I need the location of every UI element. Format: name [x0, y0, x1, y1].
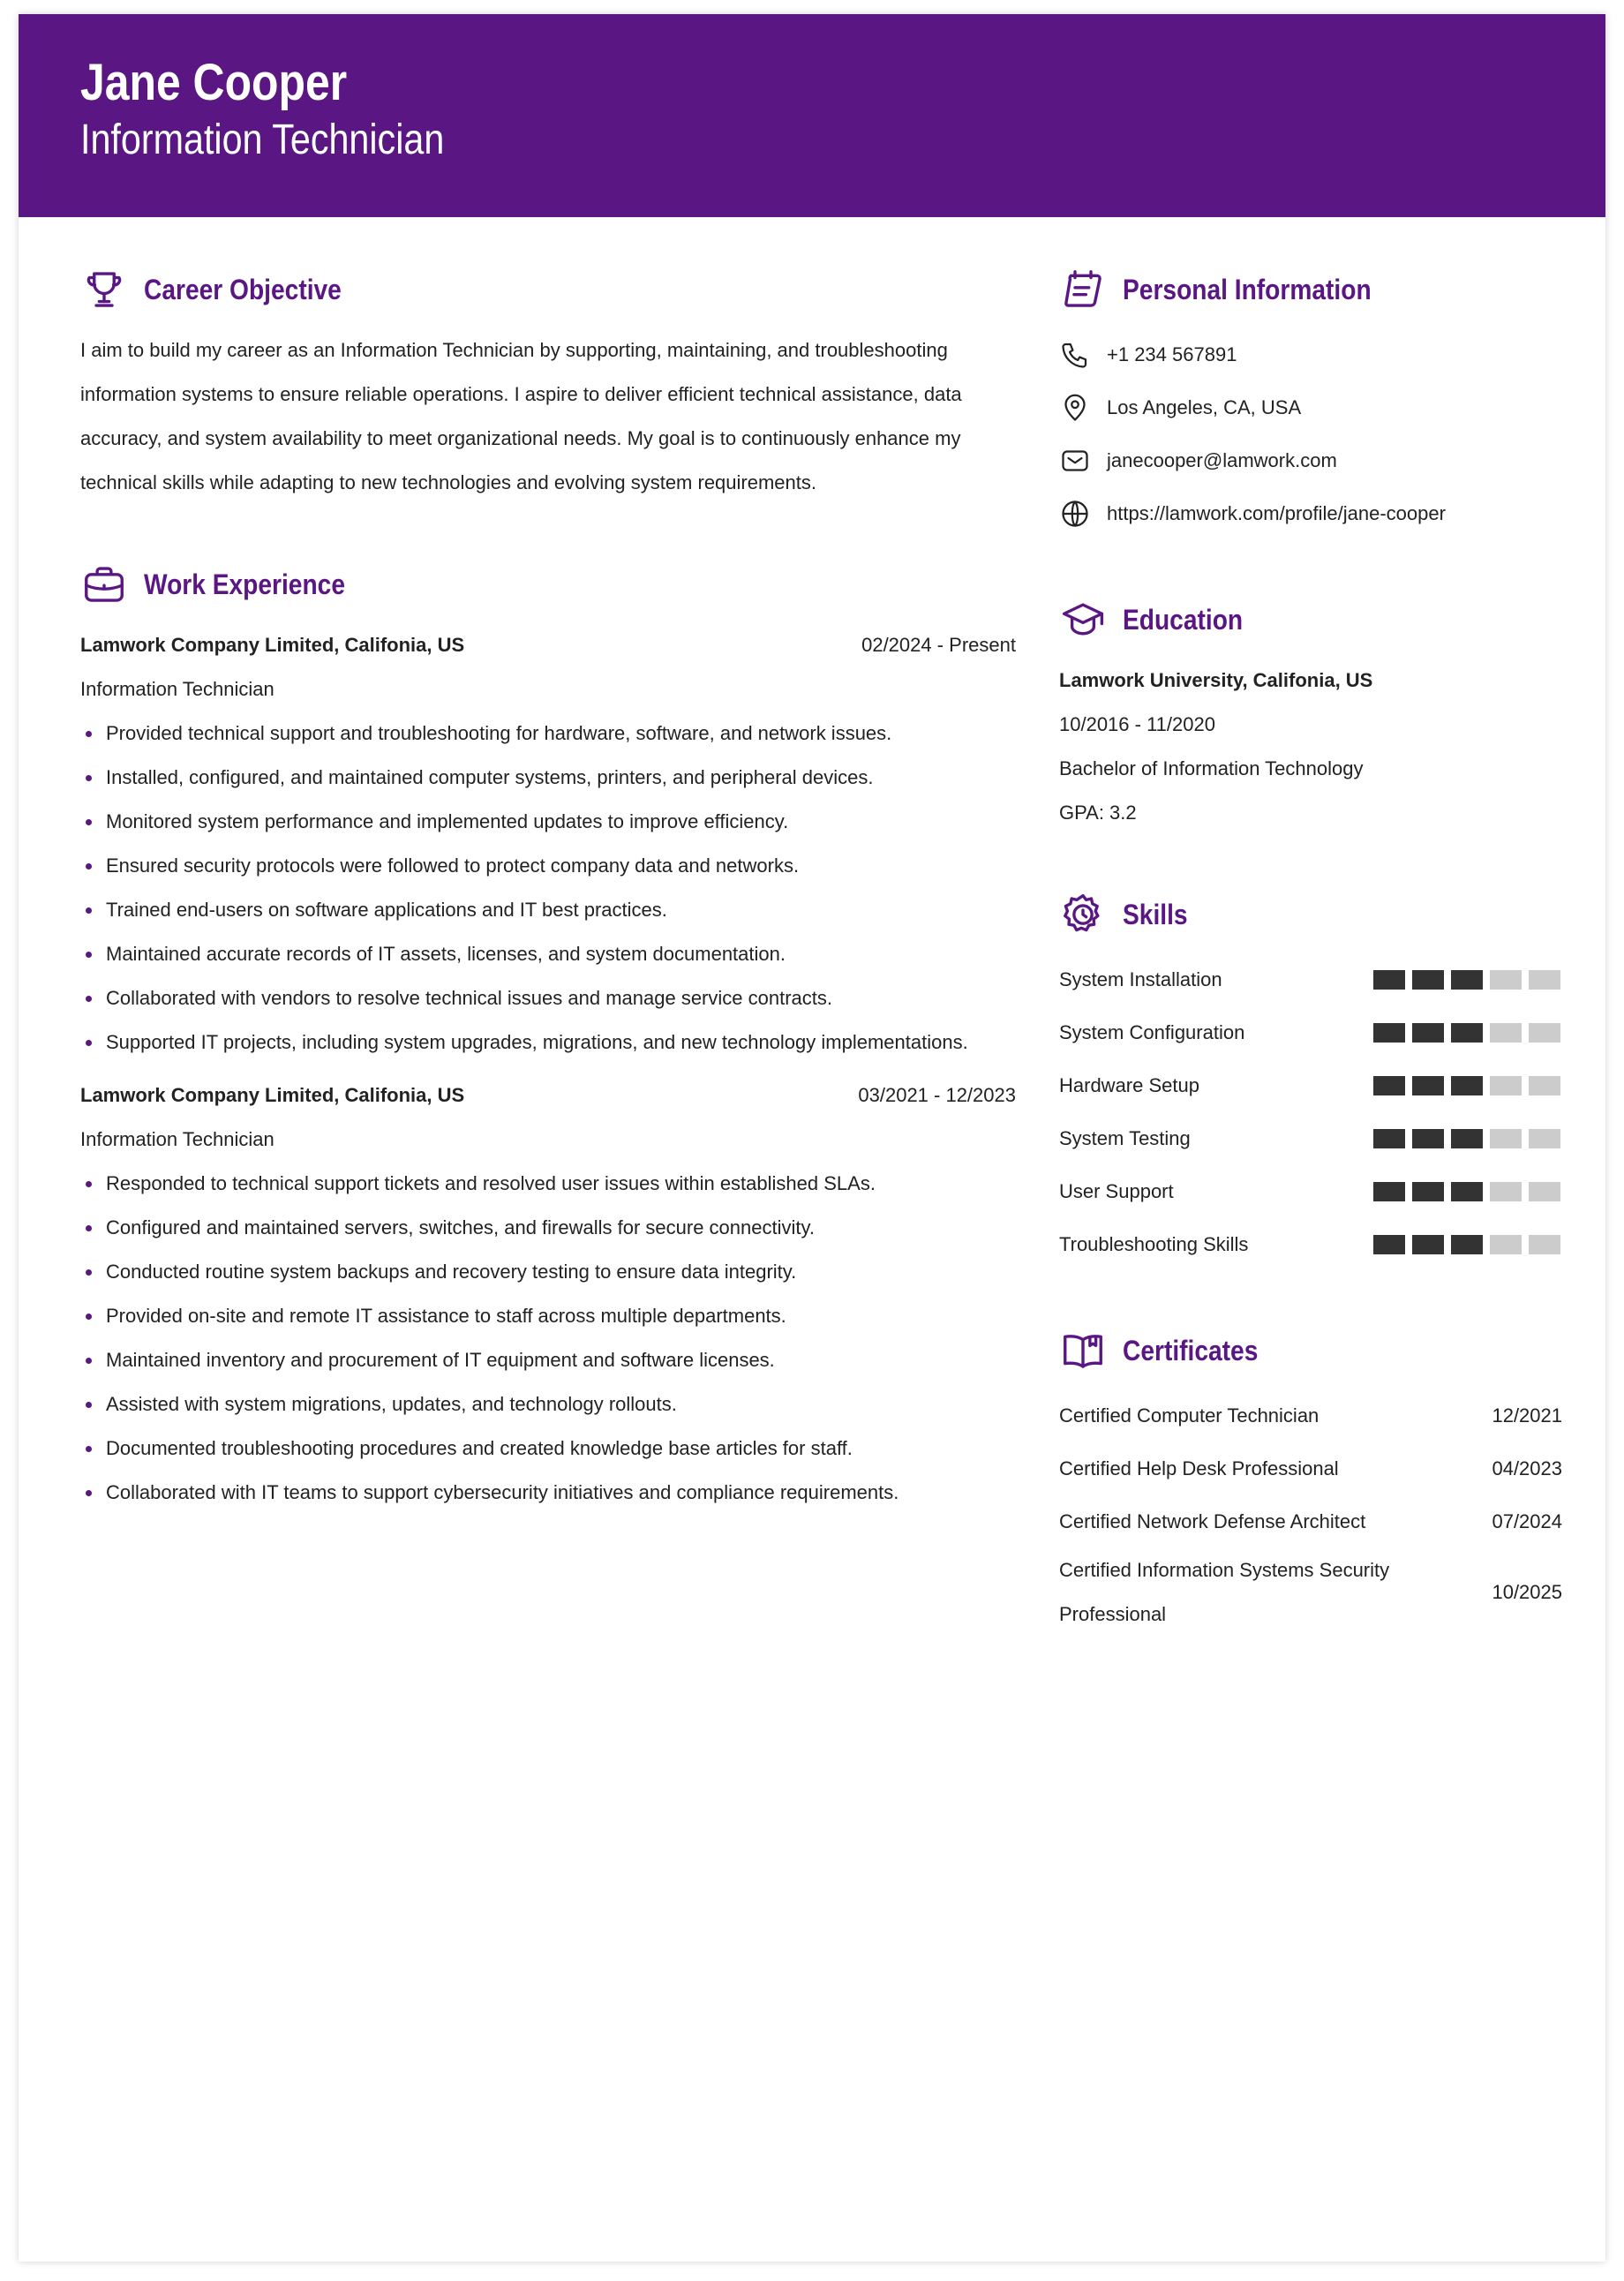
job-bullet: Conducted routine system backups and recovery testing to ensure data integrity.: [80, 1250, 1016, 1294]
skill-level-segment: [1373, 1076, 1405, 1095]
skill-level-segment: [1412, 1182, 1444, 1201]
skill-level-segment: [1373, 970, 1405, 990]
phone-icon: [1059, 339, 1091, 371]
job-bullets: [80, 711, 1016, 1065]
skill-level-segment: [1412, 1235, 1444, 1254]
job-bullet: Collaborated with IT teams to support cybersecurity initiatives and compliance requirements.: [80, 1471, 1016, 1515]
resume-header: [19, 14, 1605, 217]
skill-row: [1059, 953, 1562, 1006]
work-experience-heading: Work Experience: [144, 568, 345, 600]
skill-row: [1059, 1112, 1562, 1165]
skill-level-segment: [1451, 1076, 1483, 1095]
job-bullet: Supported IT projects, including system upgrades, migrations, and new technology implementations.: [80, 1020, 1016, 1065]
skill-level-segment: [1373, 1182, 1405, 1201]
education-gpa: GPA: 3.2: [1059, 802, 1137, 824]
skill-name: User Support: [1059, 1180, 1174, 1202]
job-bullet: Monitored system performance and implemented updates to improve efficiency.: [80, 800, 1016, 844]
phone-row: [1059, 328, 1562, 381]
skill-level-segment: [1451, 1182, 1483, 1201]
skill-level-segment: [1451, 1023, 1483, 1043]
job-bullets: [80, 1162, 1016, 1515]
skill-name: System Testing: [1059, 1127, 1191, 1149]
skill-level-segment: [1529, 970, 1560, 990]
trophy-icon: [80, 266, 128, 313]
job-dates: 03/2021 - 12/2023: [858, 1084, 1016, 1106]
skill-level-meter: [1373, 970, 1560, 990]
job-bullet: Assisted with system migrations, updates, and technology rollouts.: [80, 1382, 1016, 1427]
job-bullet: Maintained inventory and procurement of IT equipment and software licenses.: [80, 1338, 1016, 1382]
certificates-section: [1059, 1324, 1562, 1637]
skill-name: System Configuration: [1059, 1021, 1245, 1043]
job-bullet: Provided on-site and remote IT assistance to staff across multiple departments.: [80, 1294, 1016, 1338]
skill-level-segment: [1490, 1129, 1522, 1148]
certificate-date: 07/2024: [1492, 1510, 1562, 1532]
education-degree: Bachelor of Information Technology: [1059, 757, 1364, 779]
career-objective-text: I aim to build my career as an Information Technician by supporting, maintaining, and troubleshooting information systems to ensure reliable operations. I aspire to deliver efficient technical assistance, data accuracy, and system availability to meet organizational needs. My goal is to continuously enhance my technical skills while adapting to new technologies and evolving system requirements.: [80, 339, 962, 493]
certificate-name: Certified Computer Technician: [1059, 1404, 1320, 1427]
skill-level-segment: [1373, 1235, 1405, 1254]
email-row: [1059, 434, 1562, 487]
job-entry: [80, 1073, 1016, 1515]
certificates-heading: Certificates: [1123, 1334, 1259, 1366]
certificate-row: [1059, 1442, 1562, 1495]
certificate-date: 12/2021: [1492, 1404, 1562, 1427]
globe-icon: [1059, 498, 1091, 530]
location-pin-icon: [1059, 392, 1091, 424]
skill-level-meter: [1373, 1182, 1560, 1201]
skill-row: [1059, 1218, 1562, 1271]
job-bullet: Responded to technical support tickets and resolved user issues within established SLAs.: [80, 1162, 1016, 1206]
skill-level-segment: [1529, 1076, 1560, 1095]
personal-information-heading: Personal Information: [1123, 273, 1372, 305]
email-value: janecooper@lamwork.com: [1107, 449, 1337, 471]
job-bullet: Ensured security protocols were followed to protect company data and networks.: [80, 844, 1016, 888]
education-dates: 10/2016 - 11/2020: [1059, 713, 1215, 735]
skill-level-segment: [1451, 970, 1483, 990]
candidate-name: Jane Cooper: [80, 54, 348, 111]
skills-list: [1059, 953, 1562, 1271]
skill-level-meter: [1373, 1129, 1560, 1148]
skills-heading: Skills: [1123, 898, 1188, 930]
website-row: [1059, 487, 1562, 540]
skill-level-meter: [1373, 1076, 1560, 1095]
skill-level-segment: [1529, 1235, 1560, 1254]
skill-name: Hardware Setup: [1059, 1074, 1199, 1096]
skill-row: [1059, 1165, 1562, 1218]
location-value: Los Angeles, CA, USA: [1107, 396, 1302, 418]
skill-row: [1059, 1006, 1562, 1059]
job-company: Lamwork Company Limited, Califonia, US: [80, 1084, 465, 1106]
job-bullet: Installed, configured, and maintained computer systems, printers, and peripheral devices.: [80, 756, 1016, 800]
personal-information-section: [1059, 263, 1562, 540]
job-bullet: Documented troubleshooting procedures and created knowledge base articles for staff.: [80, 1427, 1016, 1471]
career-objective-section: [80, 263, 1016, 505]
job-bullet: Maintained accurate records of IT assets, licenses, and system documentation.: [80, 932, 1016, 976]
calendar-note-icon: [1059, 266, 1107, 313]
skill-level-segment: [1529, 1182, 1560, 1201]
skill-row: [1059, 1059, 1562, 1112]
candidate-title: Information Technician: [80, 116, 445, 163]
skill-level-segment: [1451, 1235, 1483, 1254]
location-row: [1059, 381, 1562, 434]
education-section: [1059, 593, 1562, 835]
job-bullet: Configured and maintained servers, switches, and firewalls for secure connectivity.: [80, 1206, 1016, 1250]
job-company: Lamwork Company Limited, Califonia, US: [80, 634, 465, 656]
certificate-date: 04/2023: [1492, 1457, 1562, 1479]
career-objective-heading: Career Objective: [144, 273, 342, 305]
briefcase-icon: [80, 561, 128, 608]
job-bullet: Trained end-users on software applications and IT best practices.: [80, 888, 1016, 932]
skill-name: System Installation: [1059, 968, 1222, 990]
skill-level-segment: [1373, 1023, 1405, 1043]
certificate-row: [1059, 1548, 1562, 1637]
left-column: [80, 263, 1016, 1568]
skill-level-segment: [1373, 1129, 1405, 1148]
skill-level-segment: [1490, 1076, 1522, 1095]
job-position: Information Technician: [80, 678, 274, 700]
skill-name: Troubleshooting Skills: [1059, 1233, 1249, 1255]
work-experience-section: [80, 558, 1016, 1515]
job-bullet: Provided technical support and troubleshooting for hardware, software, and network issues.: [80, 711, 1016, 756]
skill-level-segment: [1412, 1023, 1444, 1043]
graduation-cap-icon: [1059, 596, 1107, 644]
book-icon: [1059, 1327, 1107, 1374]
skill-level-segment: [1529, 1129, 1560, 1148]
skill-level-segment: [1412, 1076, 1444, 1095]
phone-value: +1 234 567891: [1107, 343, 1237, 365]
skill-level-segment: [1490, 1023, 1522, 1043]
skill-level-segment: [1490, 970, 1522, 990]
skill-level-segment: [1490, 1235, 1522, 1254]
job-entry: [80, 623, 1016, 1065]
education-school: Lamwork University, Califonia, US: [1059, 669, 1373, 691]
job-bullet: Collaborated with vendors to resolve technical issues and manage service contracts.: [80, 976, 1016, 1020]
skills-section: [1059, 888, 1562, 1271]
certificate-name: Certified Help Desk Professional: [1059, 1457, 1339, 1479]
skill-level-segment: [1451, 1129, 1483, 1148]
skill-level-segment: [1529, 1023, 1560, 1043]
certificate-name: Certified Network Defense Architect: [1059, 1510, 1366, 1532]
skill-level-segment: [1490, 1182, 1522, 1201]
right-column: [1059, 263, 1562, 1690]
job-position: Information Technician: [80, 1128, 274, 1150]
skill-level-segment: [1412, 970, 1444, 990]
education-heading: Education: [1123, 603, 1244, 636]
certificate-date: 10/2025: [1492, 1581, 1562, 1603]
mail-icon: [1059, 445, 1091, 477]
certificate-row: [1059, 1495, 1562, 1548]
certificate-row: [1059, 1389, 1562, 1442]
website-value: https://lamwork.com/profile/jane-cooper: [1107, 502, 1446, 524]
skill-level-segment: [1412, 1129, 1444, 1148]
skill-level-meter: [1373, 1023, 1560, 1043]
skill-level-meter: [1373, 1235, 1560, 1254]
job-dates: 02/2024 - Present: [861, 634, 1016, 656]
resume-page: [19, 14, 1605, 2262]
certificate-name: Certified Information Systems Security Professional: [1059, 1559, 1390, 1625]
gear-clock-icon: [1059, 891, 1107, 938]
